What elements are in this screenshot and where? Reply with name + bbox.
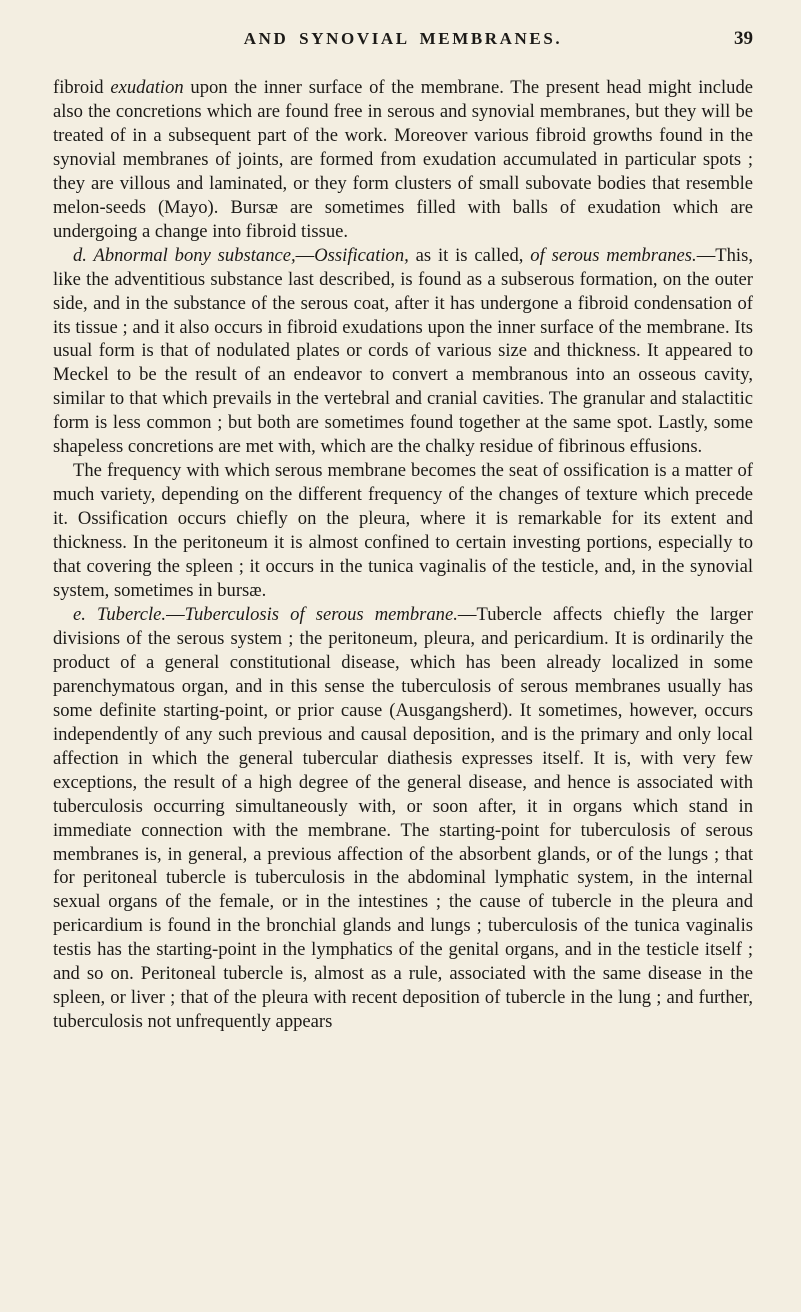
text-segment: —This, like the adventitious substance last described, is found as a subserous formation, on the outer side, and in the substance of the serous coat, after it has undergone a fibroid condensation of its tissue ; and it also occurs in fibroid exudations upon the inner surface of the membrane. Its usual form is that of nodulated plates or cords of various size and thickness. It appeared to Meckel to be the result of an endeavor to convert a membranous into an osseous cavity, similar to that which prevails in the vertebral and cranial cavities. The granular and stalactitic form is less common ; but both are sometimes found together at the same spot. Lastly, some shapeless concretions are met with, which are the chalky residue of fibrinous effusions. (53, 244, 753, 458)
page-number: 39 (734, 28, 753, 49)
paragraph-p3 (53, 459, 753, 603)
text-segment: as it is called, (408, 244, 531, 266)
text-segment: The frequency with which serous membrane becomes the seat of ossification is a matter of much variety, depending on the different frequency of the changes of texture which precede it. Ossification occurs chiefly on the pleura, where it is remarkable for its extent and thickness. In the peritoneum it is almost confined to certain investing portions, especially to that covering the spleen ; it occurs in the tunica vaginalis of the testicle, and, in the synovial system, sometimes in bursæ. (53, 460, 753, 602)
paragraph-p2 (53, 244, 753, 460)
text-segment: — (295, 244, 315, 266)
body-text (53, 76, 753, 1034)
text-segment: —Tubercle affects chiefly the larger divisions of the serous system ; the peritoneum, pleura, and pericardium. It is ordinarily the product of a general constitutional disease, which has been already localized in some parenchymatous organ, and in this sense the tuberculosis of serous membranes usually has some definite starting-point, or prior cause (Ausgangsherd). It sometimes, however, occurs independently of any such previous and causal deposition, and is the primary and only local affection in which the general tubercular diathesis expresses itself. It is, with very few exceptions, the result of a high degree of the general disease, and hence is associated with tuberculosis occurring simultaneously with, or soon after, it in organs which stand in immediate connection with the membrane. The starting-point for tuberculosis of serous membranes is, in general, a previous affection of the absorbent glands, or of the lungs ; that for peritoneal tubercle is tuberculosis in the abdominal lymphatic system, in the internal sexual organs of the female, or in the intestines ; the cause of tubercle in the pleura and pericardium is found in the bronchial glands and lungs ; tuberculosis of the tunica vaginalis testis has the starting-point in the lymphatics of the genital organs, and in the testicle itself ; and so on. Peritoneal tubercle is, almost as a rule, associated with the same disease in the spleen, or liver ; that of the pleura with recent deposition of tubercle in the lung ; and further, tuberculosis not unfrequently appears (53, 603, 753, 1033)
book-page (53, 26, 753, 1034)
italic-text: Ossification, (314, 244, 409, 266)
text-segment: upon the inner surface of the membrane. The present head might include also the concretions which are found free in serous and synovial membranes, but they will be treated of in a subsequent part of the work. Moreover various fibroid growths found in the synovial membranes of joints, are formed from exudation accumulated in particular spots ; they are villous and laminated, or they form clusters of small subovate bodies that resemble melon-seeds (Mayo). Bursæ are sometimes filled with balls of exudation which are undergoing a change into fibroid tissue. (53, 77, 753, 242)
italic-text: d. Abnormal bony substance, (73, 244, 296, 266)
paragraph-p1 (53, 76, 753, 244)
text-segment: — (166, 603, 185, 625)
italic-text: of serous membranes. (530, 244, 697, 266)
paragraph-p4 (53, 603, 753, 1034)
text-segment: fibroid (53, 77, 111, 98)
running-title: AND SYNOVIAL MEMBRANES. (243, 29, 563, 48)
running-head (53, 26, 753, 52)
italic-text: exudation (110, 77, 184, 98)
italic-text: Tuberculosis of serous membrane. (184, 603, 458, 625)
italic-text: e. Tubercle. (73, 603, 167, 625)
